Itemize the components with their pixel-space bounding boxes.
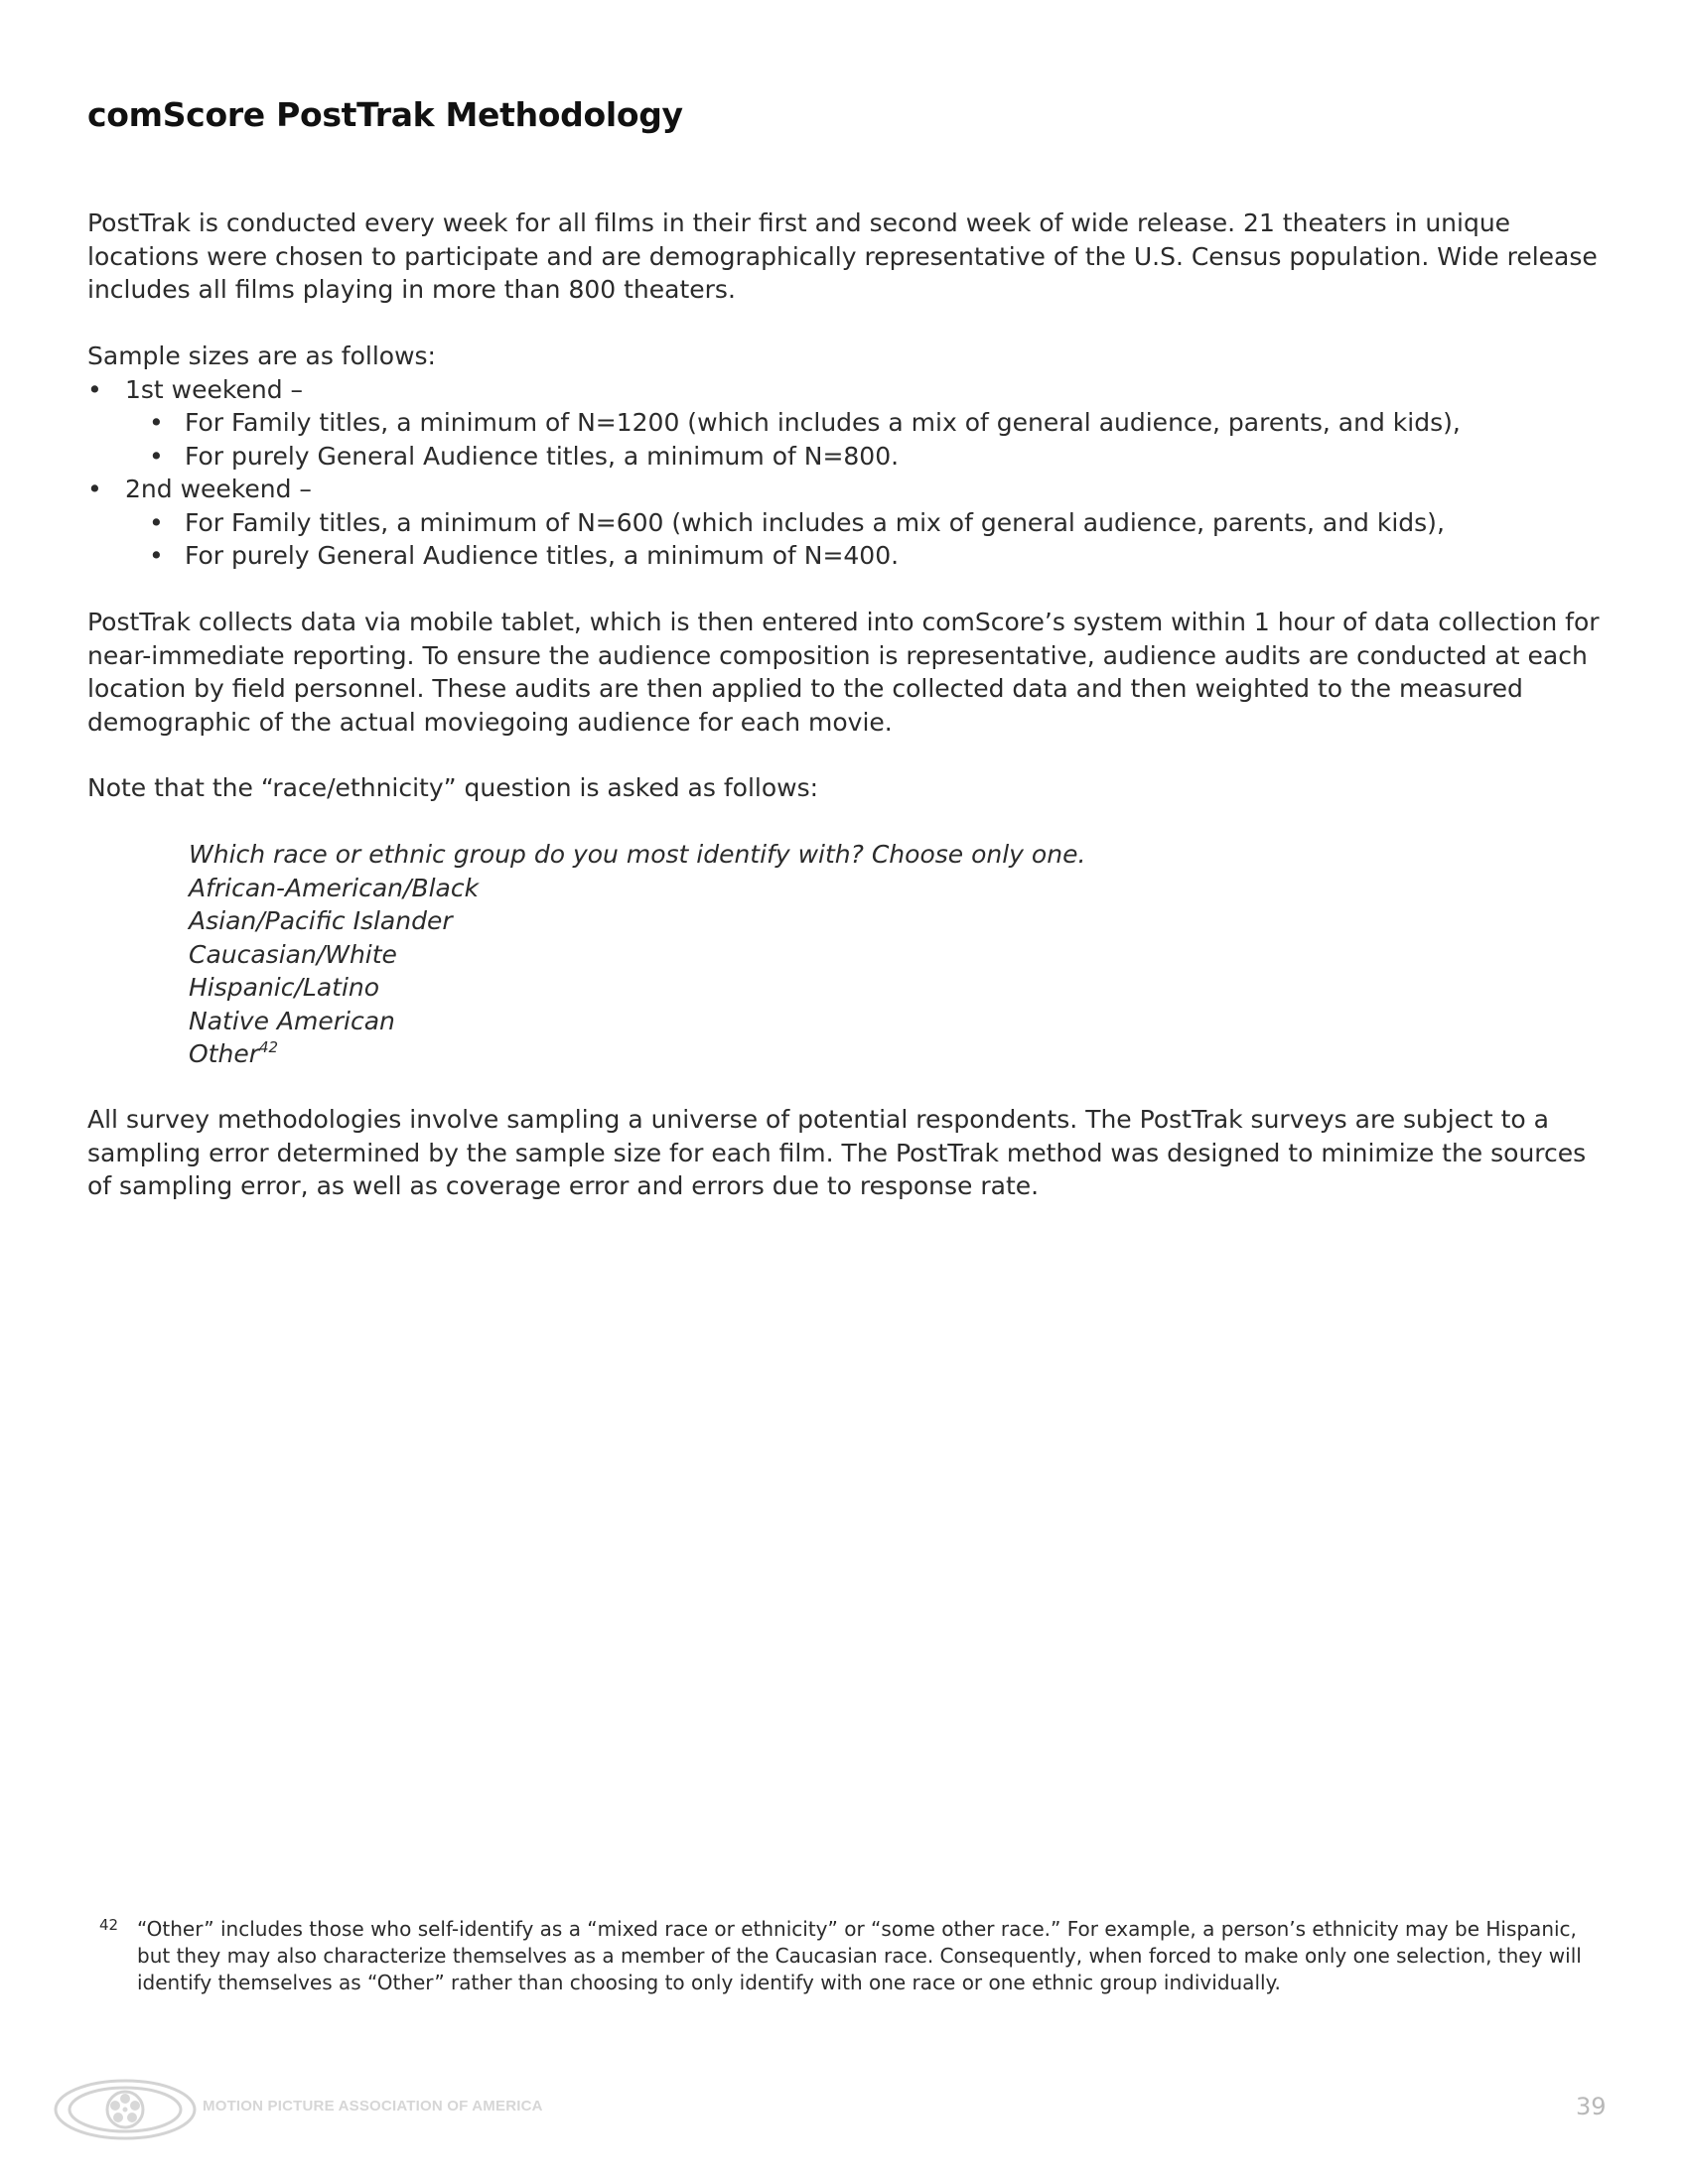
question-option: Other [189, 1039, 259, 1068]
sub-list-container [87, 506, 1607, 573]
sample-sizes-lead: Sample sizes are as follows: [87, 341, 436, 370]
sample-sizes-section [87, 340, 1607, 573]
question-option: Native American [189, 1006, 395, 1035]
sub-list-container [87, 406, 1607, 473]
sub-item-text: For Family titles, a minimum of N=1200 (which includes a mix of general audience, parents, and kids), [185, 408, 1461, 437]
note-paragraph [87, 771, 1607, 805]
question-option: African-American/Black [189, 873, 480, 902]
list-item [87, 539, 1607, 573]
sub-item-text: For purely General Audience titles, a minimum of N=400. [185, 541, 900, 570]
mpaa-logo-icon [52, 2077, 199, 2142]
collection-paragraph [87, 606, 1607, 739]
list-item [87, 506, 1607, 540]
footnote-number: 42 [99, 1916, 119, 1934]
question-option-last [189, 1037, 1085, 1071]
sub-item-text: For Family titles, a minimum of N=600 (which includes a mix of general audience, parents, and kids), [185, 507, 1445, 537]
race-question-block [189, 838, 1085, 1071]
question-option: Hispanic/Latino [189, 973, 380, 1002]
question-option: Caucasian/White [189, 939, 397, 969]
intro-paragraph [87, 206, 1607, 307]
question-option: Asian/Pacific Islander [189, 906, 453, 935]
footnote [99, 1916, 1589, 1996]
footnote-reference: 42 [258, 1038, 279, 1056]
weekend-label: 1st weekend – [125, 374, 304, 404]
organization-name: MOTION PICTURE ASSOCIATION OF AMERICA [203, 2098, 543, 2115]
page-number: 39 [1576, 2093, 1607, 2120]
weekend-label: 2nd weekend – [125, 475, 312, 503]
list-item [87, 406, 1607, 440]
list-item [87, 373, 1607, 407]
question-prompt: Which race or ethnic group do you most identify with? Choose only one. [189, 840, 1086, 869]
page-title: comScore PostTrak Methodology [87, 95, 683, 134]
list-item [87, 440, 1607, 474]
footnote-text: “Other” includes those who self-identify as a “mixed race or ethnicity” or “some other race.” For example, a person’s ethnicity may be Hispanic, but they may also characterize themselves as a member of the Caucasian race. Consequently, when forced to make only one selection, they will identify themselves as “Other” rather than choosing to only identify with one race or one ethnic group individually. [137, 1917, 1582, 1994]
closing-text: All survey methodologies involve sampling a universe of potential respondents. The PostTrak surveys are subject to a sampling error determined by the sample size for each film. The PostTrak method was designed to minimize the sources of sampling error, as well as coverage error and errors due to response rate. [87, 1105, 1587, 1200]
sub-list [87, 506, 1607, 573]
list-item [87, 473, 1607, 506]
collection-text: PostTrak collects data via mobile tablet, which is then entered into comScore’s system within 1 hour of data collection for near-immediate reporting. To ensure the audience composition is representative, audience audits are conducted at each location by field personnel. These audits are then applied to the collected data and then weighted to the measured demographic of the actual moviegoing audience for each movie. [87, 608, 1600, 737]
closing-paragraph [87, 1103, 1607, 1203]
weekend-list [87, 373, 1607, 573]
sub-list [87, 406, 1607, 473]
intro-text: PostTrak is conducted every week for all films in their first and second week of wide release. 21 theaters in unique locations were chosen to participate and are demographically representative of the U.S. Census population. Wide release includes all films playing in more than 800 theaters. [87, 208, 1598, 304]
sub-item-text: For purely General Audience titles, a minimum of N=800. [185, 441, 900, 471]
note-text: Note that the “race/ethnicity” question is asked as follows: [87, 773, 819, 802]
